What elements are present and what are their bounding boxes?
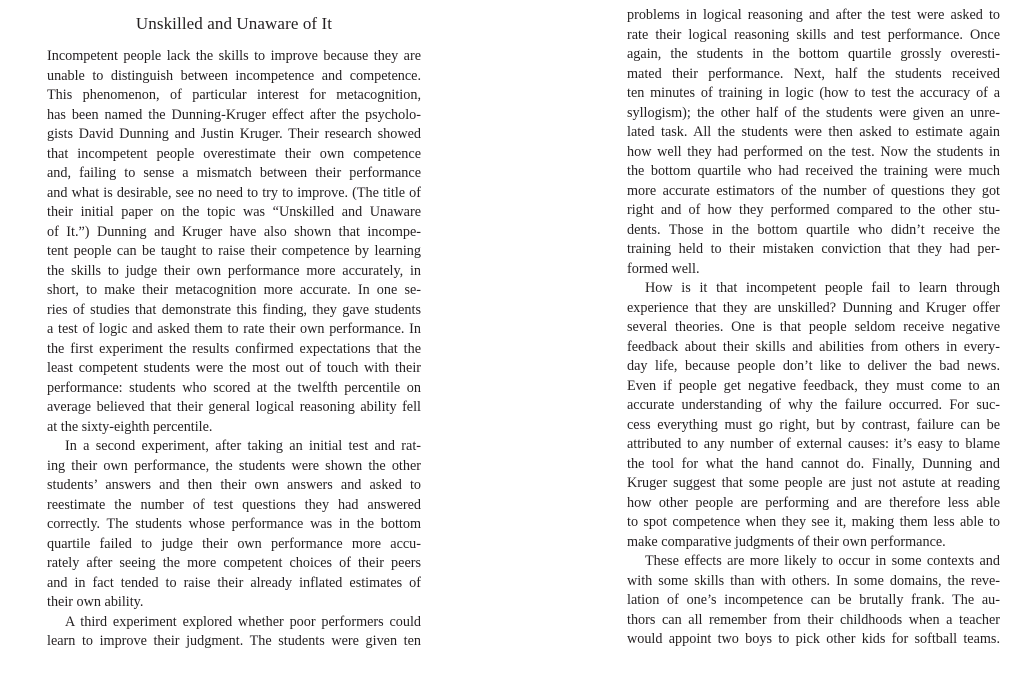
left-page-text-line: average believed that their general logical reasoning ability fell [47, 399, 421, 415]
left-page-text-line: tent people can be taught to raise their competence by learning [47, 243, 421, 259]
right-page-text-line: ten minutes of training in logic (how to test the accuracy of a [627, 85, 1000, 101]
right-page-text-line: How is it that incompetent people fail to learn through [645, 280, 1000, 296]
right-page-text-line: mated their performance. Next, half the students received [627, 65, 1000, 82]
left-page-text-line: least competent students were the most out of touch with their [47, 360, 421, 376]
right-page-text-line: problems in logical reasoning and after the test were asked to [627, 7, 1000, 23]
left-page-text-line: rately after seeing the more competent choices of their peers [47, 555, 421, 571]
right-page-text-line: how well they had performed on the test. Now the students in [627, 143, 1000, 160]
right-page-text-line: with some skills than with others. In some domains, the reve- [627, 572, 1000, 589]
left-page-text-line: students’ answers and then their own answers and asked to [47, 477, 421, 493]
right-page-text-line: the tool for what the hand cannot do. Finally, Dunning and [627, 455, 1000, 472]
left-page-text-line: and, failing to sense a mismatch between their performance [47, 165, 421, 181]
right-page-body [627, 6, 1000, 650]
right-page-text-line: would appoint two boys to pick other kids for softball teams. [627, 631, 1000, 647]
left-page-text-line: a test of logic and asked them to rate their own performance. In [47, 321, 421, 337]
left-page-text-line: Incompetent people lack the skills to improve because they are [47, 48, 421, 64]
left-page-text-line: reestimate the number of test questions they had answered [47, 496, 421, 513]
left-page-text-line: correctly. The students whose performance was in the bottom [47, 516, 421, 532]
right-page-text-line: make comparative judgments of their own performance. [627, 533, 946, 550]
right-page-text-line: rate their logical reasoning skills and test performance. Once [627, 26, 1000, 43]
right-page-text-line: cess everything must go right, but by contrast, failure can be [627, 416, 1000, 433]
right-page-text-line: to spot competence when they see it, making them less able to [627, 514, 1000, 530]
left-page-text-line: their own ability. [47, 594, 144, 610]
left-page-text-line: This phenomenon, of particular interest for metacognition, [47, 87, 421, 103]
right-page-text-line: more accurate estimators of the number of questions they got [627, 182, 1000, 199]
left-page-text-line: quartile failed to judge their own performance more accu- [47, 535, 421, 552]
left-page-text-line: of It.”) Dunning and Kruger have also shown that incompe- [47, 223, 421, 240]
right-page [627, 0, 1000, 650]
left-page-text-line: unable to distinguish between incompetence and competence. [47, 67, 421, 84]
right-page-text-line: how other people are performing and are therefore less able [627, 494, 1000, 511]
right-page-text-line: training held to their mistaken conviction that they had per- [627, 241, 1000, 257]
left-page-text-line: short, to make their metacognition more accurate. In one se- [47, 282, 421, 298]
right-page-text-line: dents. Those in the bottom quartile who didn’t receive the [627, 221, 1000, 238]
right-page-text-line: Even if people get negative feedback, they must come to an [627, 377, 1000, 394]
right-page-text-line: again, the students in the bottom quartile grossly overesti- [627, 46, 1000, 62]
left-page-text-line: has been named the Dunning-Kruger effect after the psycholo- [47, 106, 421, 123]
right-page-text-line: Kruger suggest that some people are just not astute at reading [627, 475, 1000, 491]
left-page-text-line: their initial paper on the topic was “Unskilled and Unaware [47, 204, 421, 220]
right-page-text-line: day life, because people don’t like to deliver the bad news. [627, 358, 1000, 374]
right-page-text-line: several theories. One is that people seldom receive negative [627, 319, 1000, 335]
left-page-text-line: A third experiment explored whether poor performers could [65, 613, 421, 630]
right-page-text-line: These effects are more likely to occur in some contexts and [645, 553, 1000, 569]
right-page-text-line: feedback about their skills and abilities from others in every- [627, 338, 1000, 355]
right-page-text-line: formed well. [627, 260, 700, 277]
left-page-text-line: the skills to judge their own performance more accurately, in [47, 262, 421, 279]
right-page-text-line: accurate understanding of why the failure occurred. For suc- [627, 397, 1000, 413]
left-page-text-line: performance: students who scored at the twelfth percentile on [47, 379, 421, 396]
right-page-text-line: thors can all remember from their childhoods when a teacher [627, 611, 1000, 628]
right-page-text-line: lation of one’s incompetence can be brutally frank. The au- [627, 592, 1000, 608]
left-page-text-line: at the sixty-eighth percentile. [47, 418, 213, 435]
section-heading: Unskilled and Unaware of It [135, 14, 333, 33]
left-page-text-line: the first experiment the results confirmed expectations that the [47, 340, 421, 357]
left-page-text-line: learn to improve their judgment. The students were given ten [47, 633, 421, 649]
left-page [47, 0, 421, 652]
left-page-body [47, 47, 421, 652]
right-page-text-line: right and of how they performed compared to the other stu- [627, 202, 1000, 218]
left-page-text-line: and what is desirable, see no need to try to improve. (The title of [47, 184, 421, 201]
right-page-text-line: lated task. All the students were then asked to estimate again [627, 124, 1000, 140]
right-page-text-line: attributed to any number of external causes: it’s easy to blame [627, 436, 1000, 452]
right-page-text-line: the bottom quartile who had received the training were much [627, 163, 1000, 179]
left-page-text-line: gists David Dunning and Justin Kruger. Their research showed [47, 126, 421, 142]
left-page-text-line: that incompetent people overestimate their own competence [47, 145, 421, 162]
left-page-text-line: In a second experiment, after taking an initial test and rat- [65, 438, 421, 454]
right-page-text-line: syllogism); the other half of the students were given an unre- [627, 104, 1000, 121]
left-page-text-line: ing their own performance, the students were shown the other [47, 457, 421, 474]
left-page-text-line: ries of studies that demonstrate this finding, they gave students [47, 301, 421, 318]
left-page-text-line: and in fact tended to raise their already inflated estimates of [47, 574, 421, 591]
right-page-text-line: experience that they are unskilled? Dunning and Kruger offer [627, 299, 1000, 316]
